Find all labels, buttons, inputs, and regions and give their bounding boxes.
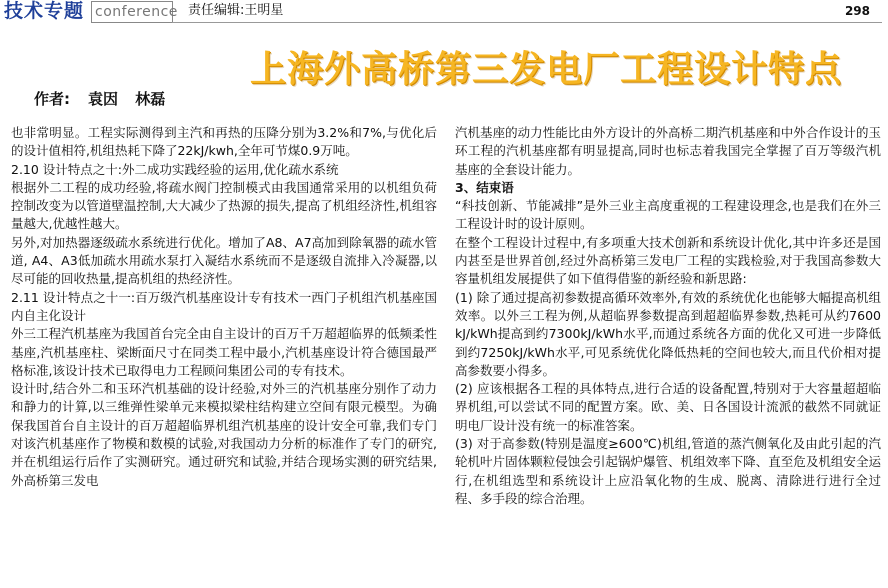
- paragraph: 在整个工程设计过程中,有多项重大技术创新和系统设计优化,其中许多还是国内甚至是世界首创,经过外高桥第三发电厂工程的实践检验,对于我国高参数大容量机组发展提供了如下值得借鉴的新经验和新思路:: [455, 234, 881, 287]
- page-number: 298: [844, 4, 870, 18]
- paragraph: “科技创新、节能减排”是外三业主高度重视的工程建设理念,也是我们在外三工程设计时的设计原则。: [455, 198, 881, 232]
- paragraph: 根据外二工程的成功经验,将疏水阀门控制模式由我国通常采用的以机组负荷控制改变为以管道壁温控制,大大减少了热源的损失,提高了机组经济性,机组容量越大,优越性越大。: [11, 179, 437, 232]
- numbered-paragraph: (1) 除了通过提高初参数提高循环效率外,有效的系统优化也能够大幅提高机组效率。以外三工程为例,从超临界参数提高到超超临界参数,热耗可从约7600 kJ/kWh提高到约7300kJ/kWh水平,而通过系统各方面的优化又可进一步降低到约7250kJ/kWh水平,可见系统优化降低热耗的空间也较大,而且代价相对提高参数要小得多。: [455, 289, 881, 378]
- page-header: [0, 0, 888, 24]
- responsible-editor: 责任编辑:王明星: [188, 3, 284, 18]
- article-title: 上海外高桥第三发电厂工程设计特点: [250, 49, 843, 90]
- paragraph: 也非常明显。工程实际测得到主汽和再热的压降分别为3.2%和7%,与优化后的设计值相符,机组热耗下降了22kJ/kwh,全年可节煤0.9万吨。: [11, 125, 437, 159]
- numbered-paragraph: (3) 对于高参数(特别是温度≥600℃)机组,管道的蒸汽侧氧化及由此引起的汽轮机叶片固体颗粒侵蚀会引起锅炉爆管、机组效率下降、直至危及机组安全运行,在机组选型和系统设计上应沿氧化物的生成、脱离、清除进行进行全过程、多手段的综合治理。: [455, 436, 881, 506]
- section-heading: 2.11 设计特点之十一:百万级汽机基座设计专有技术一西门子机组汽机基座国内自主化设计: [11, 289, 437, 323]
- numbered-paragraph: (2) 应该根据各工程的具体特点,进行合适的设备配置,特别对于大容量超超临界机组,可以尝试不同的配置方案。欧、美、日各国设计流派的截然不同就证明电厂设计没有统一的标准答案。: [455, 381, 881, 433]
- authors-names: 袁因 林磊: [88, 90, 166, 108]
- paragraph: 汽机基座的动力性能比由外方设计的外高桥二期汽机基座和中外合作设计的玉环工程的汽机基座都有明显提高,同时也标志着我国完全掌握了百万等级汽机基座的全套设计能力。: [455, 125, 881, 177]
- paragraph: 设计时,结合外二和玉环汽机基础的设计经验,对外三的汽机基座分别作了动力和静力的计算,以三维弹性梁单元来模拟梁柱结构建立空间有限元模型。为确保我国首台自主设计的百万超超临界机组汽机基座的设计安全可靠,我们专门对该汽机基座作了物模和数模的试验,对我国动力分析的标准作了专门的研究,并在机组运行后作了实测研究。通过研究和试验,并结合现场实测的研究结果,外高桥第三发电: [11, 381, 437, 488]
- section-label: 技术专题: [4, 0, 85, 22]
- right-text-column: [455, 124, 881, 508]
- conference-label: conference: [95, 4, 178, 20]
- header-divider: [172, 22, 882, 23]
- left-text-column: [11, 124, 437, 490]
- paragraph: 另外,对加热器逐级疏水系统进行优化。增加了A8、A7高加到除氧器的疏水管道, A4、A3低加疏水用疏水泵打入凝结水系统而不是逐级自流排入冷凝器,以尽可能的回收热量,提高机组的热经济性。: [11, 234, 437, 287]
- authors-label: 作者:: [34, 90, 70, 108]
- paragraph: 外三工程汽机基座为我国首台完全由自主设计的百万千万超超临界的低频柔性基座,汽机基座柱、梁断面尺寸在同类工程中最小,汽机基座设计符合德国最严格标准,该设计技术已取得电力工程顾问集团公司的专有技术。: [11, 326, 437, 378]
- conference-label-box: [91, 1, 178, 23]
- conclusion-heading: 3、结束语: [455, 179, 514, 195]
- section-heading: 2.10 设计特点之十:外二成功实践经验的运用,优化疏水系统: [11, 161, 339, 177]
